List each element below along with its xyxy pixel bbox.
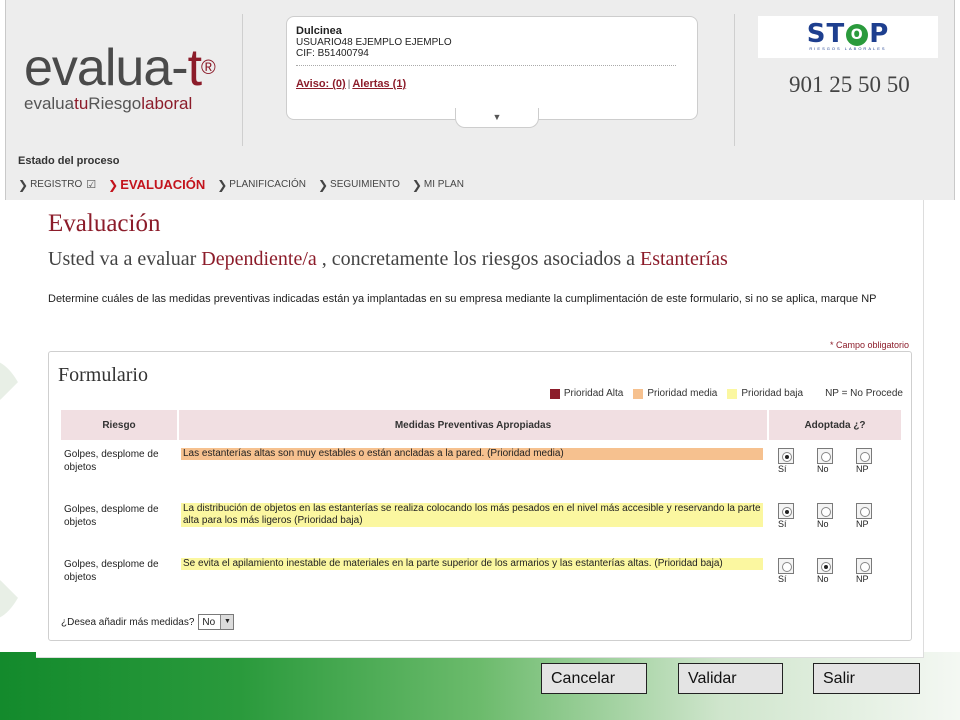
table-row <box>60 495 901 550</box>
add-more-row <box>61 614 234 630</box>
legend-item-media: Prioridad media <box>633 388 717 399</box>
step-label: MI PLAN <box>423 179 464 190</box>
chevron-down-icon: ▼ <box>492 112 502 122</box>
step-label: EVALUACIÓN <box>120 177 206 192</box>
option-label: No <box>817 574 829 584</box>
measures-table <box>59 410 901 605</box>
radio-si[interactable] <box>778 503 794 519</box>
riesgo-cell: Golpes, desplome de objetos <box>64 504 159 528</box>
main-content <box>36 200 924 658</box>
step-registro[interactable] <box>18 178 96 192</box>
select-value: No <box>202 616 216 628</box>
option-label: Sí <box>778 519 787 529</box>
cancel-button[interactable]: Cancelar <box>541 663 647 694</box>
process-steps <box>18 177 476 192</box>
expand-user-panel-button[interactable] <box>455 108 539 128</box>
dropdown-arrow-icon: ▼ <box>220 615 233 629</box>
user-info-box <box>286 16 698 120</box>
column-header-adoptada: Adoptada ¿? <box>768 410 901 440</box>
aviso-link[interactable]: Aviso: (0) <box>296 78 346 90</box>
step-mi-plan[interactable] <box>412 178 464 192</box>
adoptada-cell <box>768 495 901 550</box>
table-row <box>60 440 901 495</box>
radio-no[interactable] <box>817 558 833 574</box>
page-title: Evaluación <box>48 210 161 237</box>
step-label: REGISTRO <box>30 179 83 190</box>
form-panel <box>48 351 912 641</box>
radio-np[interactable] <box>856 503 872 519</box>
chevron-right-icon: ❯ <box>217 177 228 192</box>
page-subtitle: Usted va a evaluar Dependiente/a , concretamente los riesgos asociados a Estanterías <box>48 248 728 270</box>
step-label: PLANIFICACIÓN <box>229 179 306 190</box>
company-name: Dulcinea <box>296 25 342 37</box>
option-label: No <box>817 519 829 529</box>
notifications-row <box>296 78 688 90</box>
step-planificacion[interactable] <box>217 178 306 192</box>
evaluat-logo[interactable] <box>24 39 215 114</box>
option-label: NP <box>856 519 869 529</box>
option-label: Sí <box>778 464 787 474</box>
table-row <box>60 550 901 605</box>
medida-cell <box>178 440 768 495</box>
required-note: * Campo obligatorio <box>829 340 909 350</box>
step-label: SEGUIMIENTO <box>330 179 400 190</box>
medida-cell <box>178 495 768 550</box>
header <box>5 0 955 200</box>
chevron-right-icon: ❯ <box>108 177 119 192</box>
logo-wordmark: evalua-t® <box>24 39 215 97</box>
add-more-select[interactable] <box>198 614 234 630</box>
logo-subtitle: RIESGOS LABORALES <box>809 46 887 51</box>
radio-no[interactable] <box>817 448 833 464</box>
add-more-label: ¿Desea añadir más medidas? <box>61 616 195 628</box>
radio-si[interactable] <box>778 558 794 574</box>
form-title: Formulario <box>58 364 148 386</box>
riesgo-cell: Golpes, desplome de objetos <box>64 559 159 583</box>
chevron-right-icon: ❯ <box>317 177 329 192</box>
exit-button[interactable]: Salir <box>813 663 920 694</box>
step-evaluacion[interactable] <box>108 177 205 192</box>
chevron-right-icon: ❯ <box>18 177 29 192</box>
radio-np[interactable] <box>856 448 872 464</box>
stop-riesgos-logo: ST O P RIESGOS LABORALES <box>758 16 938 58</box>
validate-button[interactable]: Validar <box>678 663 783 694</box>
chevron-right-icon: ❯ <box>411 177 422 192</box>
column-header-medidas: Medidas Preventivas Apropiadas <box>178 410 768 440</box>
legend-swatch <box>550 389 560 399</box>
option-label: NP <box>856 574 869 584</box>
np-note: NP = No Procede <box>825 388 903 399</box>
radio-si[interactable] <box>778 448 794 464</box>
checkmark-icon: ☑ <box>86 179 97 191</box>
option-label: Sí <box>778 574 787 584</box>
medida-text: Se evita el apilamiento inestable de materiales en la parte superior de los armarios y las estanterías altas. (Prioridad baja) <box>181 558 763 570</box>
legend-swatch <box>633 389 643 399</box>
option-label: No <box>817 464 829 474</box>
instructions: Determine cuáles de las medidas preventivas indicadas están ya implantadas en su empresa mediante la cumplimentación de este formulario, si no se aplica, marque NP <box>48 293 877 305</box>
medida-text: La distribución de objetos en las estanterías se realiza colocando los más pesados en el nivel más accesible y reservando la parte alta para los más ligeros (Prioridad baja) <box>181 503 763 527</box>
priority-legend <box>550 388 903 399</box>
radio-no[interactable] <box>817 503 833 519</box>
phone-number: 901 25 50 50 <box>789 72 910 97</box>
adoptada-cell <box>768 440 901 495</box>
medida-text: Las estanterías altas son muy estables o están ancladas a la pared. (Prioridad media) <box>181 448 763 460</box>
radio-np[interactable] <box>856 558 872 574</box>
legend-item-alta: Prioridad Alta <box>550 388 623 399</box>
medida-cell <box>178 550 768 605</box>
adoptada-cell <box>768 550 901 605</box>
legend-item-baja: Prioridad baja <box>727 388 803 399</box>
alertas-link[interactable]: Alertas (1) <box>352 78 407 90</box>
divider <box>734 14 735 146</box>
company-cif: CIF: B51400794 <box>296 48 369 59</box>
legend-swatch <box>727 389 737 399</box>
riesgo-cell: Golpes, desplome de objetos <box>64 449 159 473</box>
step-seguimiento[interactable] <box>318 178 400 192</box>
separator: | <box>347 79 351 90</box>
column-header-riesgo: Riesgo <box>60 410 178 440</box>
option-label: NP <box>856 464 869 474</box>
divider <box>242 14 243 146</box>
dotted-divider <box>296 65 676 66</box>
user-name: USUARIO48 EJEMPLO EJEMPLO <box>296 37 452 48</box>
logo-tagline: evaluatuRiesgolaboral <box>24 94 193 113</box>
process-title: Estado del proceso <box>18 155 120 167</box>
